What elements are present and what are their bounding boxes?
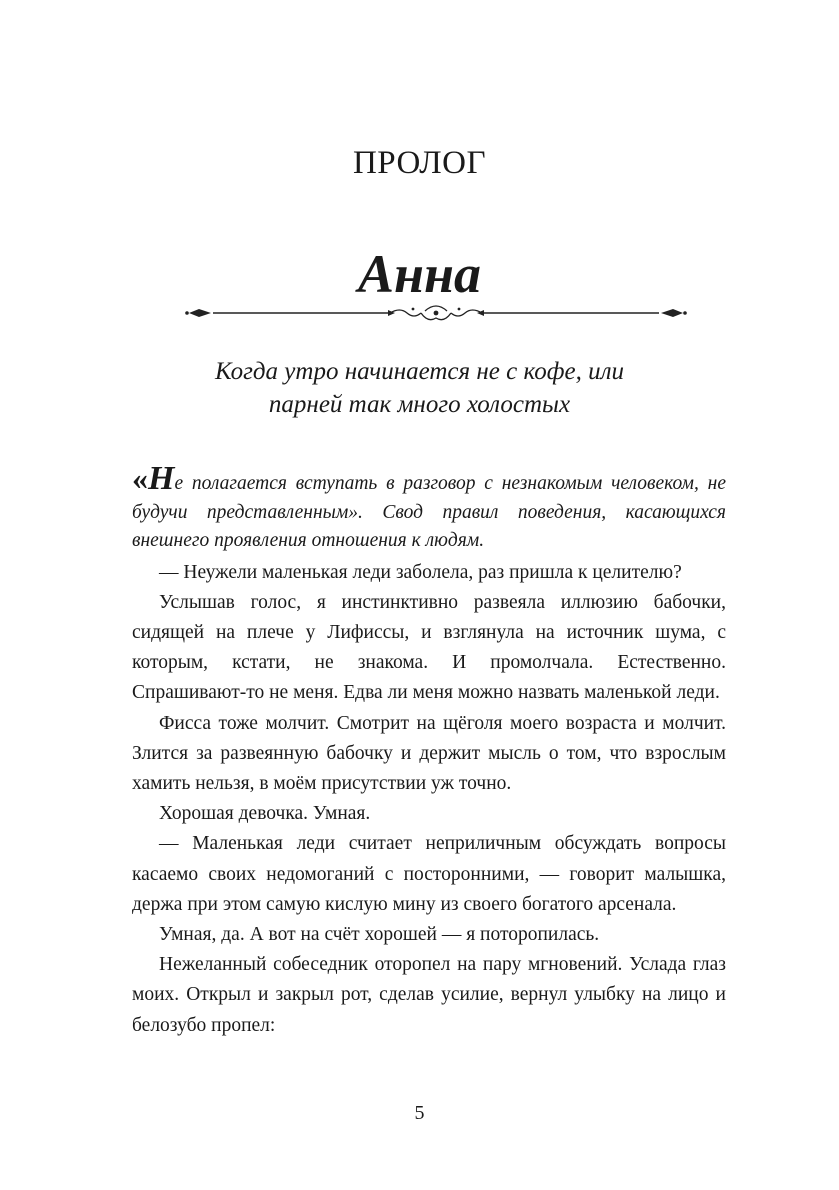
paragraph: Хорошая девочка. Умная. — [159, 803, 371, 825]
paragraph: Умная, да. А вот на счёт хорошей — я поторопилась. — [159, 923, 600, 945]
page-number: 5 — [414, 1102, 425, 1124]
chapter-subtitle — [0, 355, 839, 421]
paragraph: — Маленькая леди считает неприличным обсуждать вопросы касаемо своих недомоганий с посторонними, — говорит малышка, держа при этом самую кислую мину из своего богатого арсенала. — [132, 833, 726, 915]
paragraph: — Неужели маленькая леди заболела, раз пришла к целителю? — [159, 561, 682, 583]
chapter-title: Анна — [358, 244, 481, 304]
subtitle-line-1: Когда утро начинается не с кофе, или — [215, 358, 624, 385]
paragraph: Фисса тоже молчит. Смотрит на щёголя моего возраста и молчит. Злится за развеянную бабочку и держит мысль о том, что взрослым хамить нельзя, в моём присутствии уж точно. — [132, 712, 726, 794]
paragraph: Нежеланный собеседник оторопел на пару мгновений. Услада глаз моих. Открыл и закрыл рот, сделав усилие, вернул улыбку на лицо и белозубо пропел: — [132, 954, 726, 1036]
section-heading: ПРОЛОГ — [352, 145, 487, 181]
epigraph-initial: Н — [148, 460, 175, 497]
epigraph-text: е полагается вступать в разговор с незнакомым человеком, не будучи представленным». Свод правил поведения, касающихся внешнего проявления отношения к людям. — [132, 473, 726, 551]
body-text — [132, 460, 726, 1041]
epigraph-open-quote: « — [132, 460, 148, 496]
paragraph: Услышав голос, я инстинктивно развеяла иллюзию бабочки, сидящей на плече у Лифиссы, и взглянула на источник шума, с которым, кстати, не знакома. И промолчала. Естественно. Спрашивают-то не меня. Едва ли меня можно назвать маленькой леди. — [132, 591, 726, 704]
epigraph — [132, 460, 726, 556]
ornamental-divider-icon — [185, 298, 687, 328]
subtitle-line-2: парней так много холостых — [268, 391, 571, 418]
